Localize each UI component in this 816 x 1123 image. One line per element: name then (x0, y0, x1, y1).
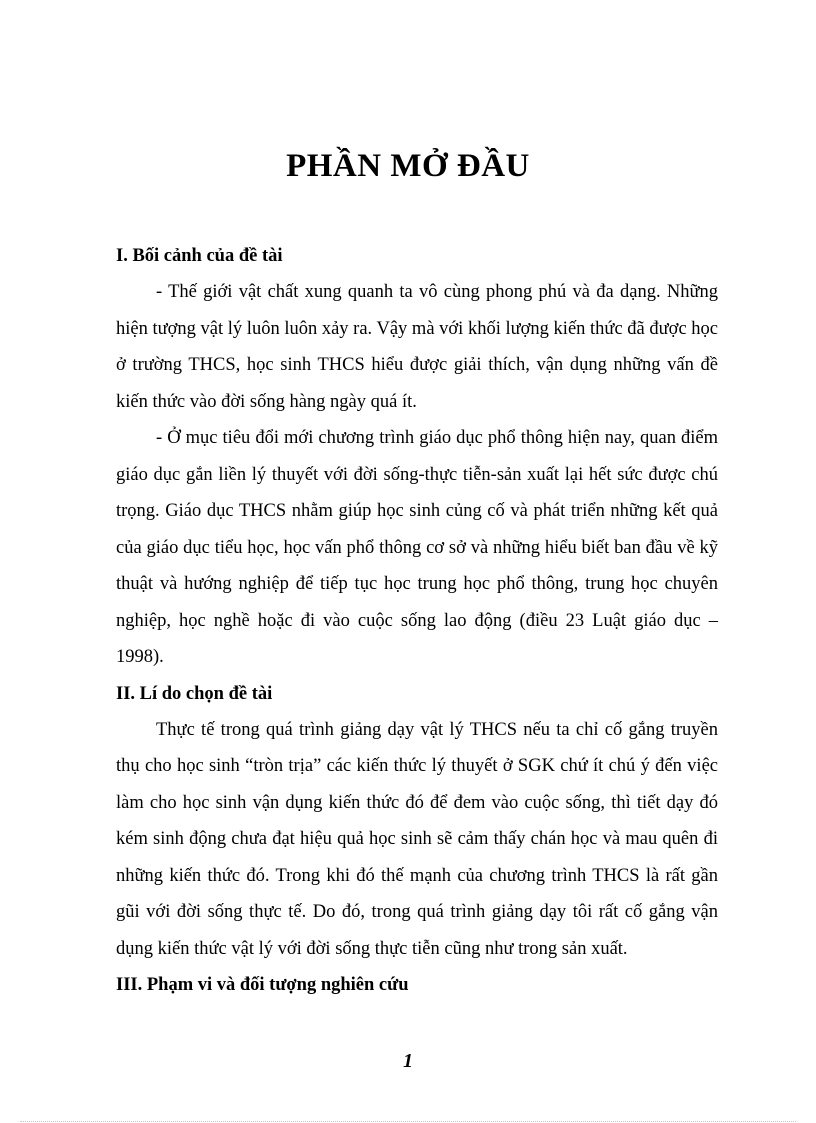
section-heading-reason: II. Lí do chọn đề tài (116, 683, 273, 704)
page-number: 1 (403, 1050, 413, 1072)
paragraph-context-2: - Ở mục tiêu đổi mới chương trình giáo dục phổ thông hiện nay, quan điểm giáo dục gắn liền lý thuyết với đời sống-thực tiễn-sản xuất lại hết sức được chú trọng. Giáo dục THCS nhằm giúp học sinh củng cố và phát triển những kết quả của giáo dục tiểu học, học vấn phổ thông cơ sở và những hiểu biết ban đầu về kỹ thuật và hướng nghiệp để tiếp tục học trung học phổ thông, trung học chuyên nghiệp, học nghề hoặc đi vào cuộc sống lao động (điều 23 Luật giáo dục – 1998). (116, 428, 718, 667)
document-body (116, 238, 718, 1003)
section-heading-scope: III. Phạm vi và đối tượng nghiên cứu (116, 975, 409, 995)
section-heading-context: I. Bối cảnh của đề tài (116, 246, 283, 266)
paragraph-context-1: - Thế giới vật chất xung quanh ta vô cùng phong phú và đa dạng. Những hiện tượng vật lý luôn luôn xảy ra. Vậy mà với khối lượng kiến thức đã được học ở trường THCS, học sinh THCS hiểu được giải thích, vận dụng những vấn đề kiến thức vào đời sống hàng ngày quá ít. (116, 282, 718, 412)
paragraph-reason-1: Thực tế trong quá trình giảng dạy vật lý THCS nếu ta chỉ cố gắng truyền thụ cho học sinh “tròn trịa” các kiến thức lý thuyết ở SGK chứ ít chú ý đến việc làm cho học sinh vận dụng kiến thức đó để đem vào cuộc sống, thì tiết dạy đó kém sinh động chưa đạt hiệu quả học sinh sẽ cảm thấy chán học và mau quên đi những kiến thức đó. Trong khi đó thế mạnh của chương trình THCS là rất gần gũi với đời sống thực tế. Do đó, trong quá trình giảng dạy tôi rất cố gắng vận dụng kiến thức vật lý với đời sống thực tiễn cũng như trong sản xuất. (116, 719, 718, 959)
page-title: PHẦN MỞ ĐẦU (286, 148, 530, 184)
page-break-divider (20, 1121, 796, 1122)
